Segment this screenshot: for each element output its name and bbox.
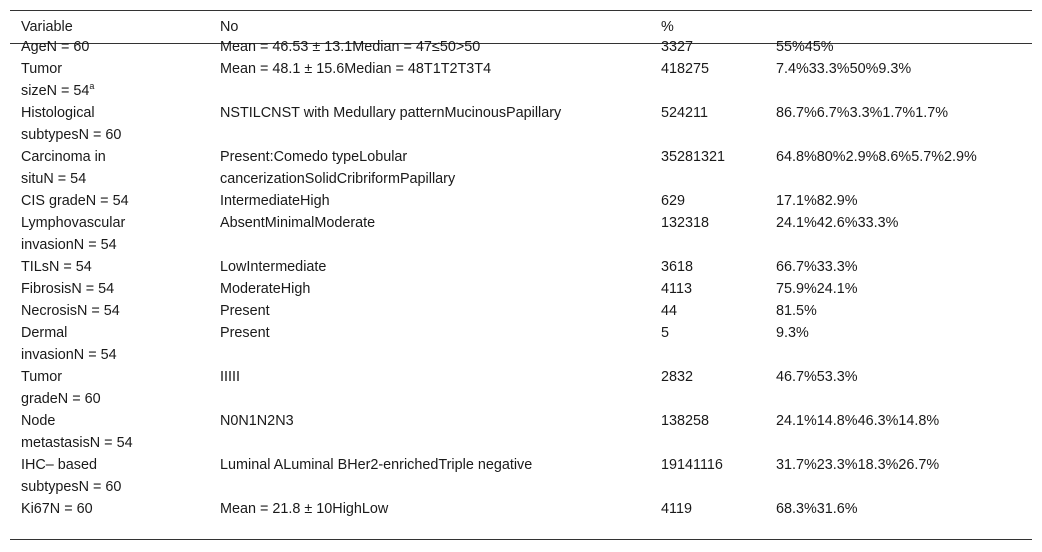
variable-cell: [21, 146, 206, 190]
header-no: No: [220, 19, 239, 35]
percent-cell: 68.3%31.6%: [776, 501, 858, 517]
description-cell: [220, 498, 660, 520]
table-bottom-rule: [10, 539, 1032, 540]
variable-cell-line: gradeN = 60: [21, 391, 101, 407]
variable-cell: [21, 322, 206, 366]
variable-cell-line: TILsN = 54: [21, 259, 92, 275]
description-cell-line: LowIntermediate: [220, 259, 327, 275]
percent-cell: 64.8%80%2.9%8.6%5.7%2.9%: [776, 149, 977, 165]
description-cell-line: Luminal ALuminal BHer2-enrichedTriple negative: [220, 457, 533, 473]
description-cell: [220, 36, 660, 58]
percent-cell: 86.7%6.7%3.3%1.7%1.7%: [776, 105, 949, 121]
variable-cell-line: NecrosisN = 54: [21, 303, 120, 319]
description-cell: [220, 454, 660, 476]
description-cell: [220, 300, 660, 322]
count-cell: 19141116: [661, 457, 723, 473]
count-cell: 4113: [661, 281, 692, 297]
variable-cell-line: invasionN = 54: [21, 347, 117, 363]
description-cell: [220, 102, 660, 124]
count-cell: 138258: [661, 413, 710, 429]
variable-cell-line: Node: [21, 413, 56, 429]
description-cell-line: ModerateHigh: [220, 281, 311, 297]
description-cell-line: Mean = 48.1 ± 15.6Median = 48T1T2T3T4: [220, 61, 492, 77]
variable-cell: [21, 278, 206, 300]
percent-cell: 81.5%: [776, 303, 817, 319]
description-cell-line: N0N1N2N3: [220, 413, 294, 429]
description-cell: [220, 366, 660, 388]
percent-cell: 7.4%33.3%50%9.3%: [776, 61, 912, 77]
percent-cell: 24.1%42.6%33.3%: [776, 215, 899, 231]
percent-cell: 17.1%82.9%: [776, 193, 858, 209]
variable-cell: [21, 454, 206, 498]
percent-cell: 55%45%: [776, 39, 834, 55]
description-cell-line: cancerizationSolidCribriformPapillary: [220, 171, 456, 187]
variable-cell-line: metastasisN = 54: [21, 435, 133, 451]
count-cell: 2832: [661, 369, 694, 385]
table-top-rule: [10, 10, 1032, 11]
variable-cell-line: IHC– based: [21, 457, 97, 473]
description-cell: [220, 190, 660, 212]
description-cell-line: Present:Comedo typeLobular: [220, 149, 408, 165]
variable-cell: [21, 190, 206, 212]
variable-cell: [21, 212, 206, 256]
variable-cell-line: Tumor: [21, 61, 63, 77]
description-cell: [220, 256, 660, 278]
description-cell: [220, 322, 660, 344]
count-cell: 132318: [661, 215, 710, 231]
percent-cell: 9.3%: [776, 325, 809, 341]
description-cell: [220, 212, 660, 234]
variable-cell-line: AgeN = 60: [21, 39, 90, 55]
header-percent: %: [661, 19, 674, 35]
variable-cell: [21, 58, 206, 102]
variable-cell-line: subtypesN = 60: [21, 127, 122, 143]
count-cell: 524211: [661, 105, 708, 121]
variable-cell-line: situN = 54: [21, 171, 87, 187]
description-cell: [220, 146, 660, 190]
description-cell: [220, 278, 660, 300]
count-cell: 3327: [661, 39, 694, 55]
variable-cell-line: sizeN = 54: [21, 83, 90, 99]
count-cell: 418275: [661, 61, 710, 77]
count-cell: 4119: [661, 501, 692, 517]
count-cell: 629: [661, 193, 686, 209]
percent-cell: 75.9%24.1%: [776, 281, 858, 297]
count-cell: 5: [661, 325, 670, 341]
variable-cell: [21, 366, 206, 410]
description-cell-line: IIIII: [220, 369, 240, 385]
description-cell-line: Mean = 21.8 ± 10HighLow: [220, 501, 389, 517]
variable-cell: [21, 300, 206, 322]
variable-cell-line: Carcinoma in: [21, 149, 106, 165]
variable-cell-line: invasionN = 54: [21, 237, 117, 253]
variable-cell: [21, 36, 206, 58]
variable-cell: [21, 102, 206, 146]
count-cell: 35281321: [661, 149, 726, 165]
description-cell-line: IntermediateHigh: [220, 193, 330, 209]
description-cell-line: Present: [220, 303, 270, 319]
count-cell: 3618: [661, 259, 694, 275]
header-variable: Variable: [21, 19, 73, 35]
percent-cell: 31.7%23.3%18.3%26.7%: [776, 457, 940, 473]
percent-cell: 66.7%33.3%: [776, 259, 858, 275]
variable-cell: [21, 498, 206, 520]
percent-cell: 24.1%14.8%46.3%14.8%: [776, 413, 940, 429]
description-cell: [220, 410, 660, 432]
variable-cell-line: CIS gradeN = 54: [21, 193, 129, 209]
variable-cell: [21, 256, 206, 278]
variable-cell-line: Ki67N = 60: [21, 501, 93, 517]
variable-cell-line: Dermal: [21, 325, 68, 341]
percent-cell: 46.7%53.3%: [776, 369, 858, 385]
description-cell-line: NSTILCNST with Medullary patternMucinousPapillary: [220, 105, 562, 121]
footnote-marker: a: [89, 81, 95, 91]
description-cell: [220, 58, 660, 80]
variable-cell-line: FibrosisN = 54: [21, 281, 115, 297]
variable-cell-line: Histological: [21, 105, 95, 121]
variable-cell-line: Lymphovascular: [21, 215, 126, 231]
variable-cell: [21, 410, 206, 454]
variable-cell-line: subtypesN = 60: [21, 479, 122, 495]
description-cell-line: AbsentMinimalModerate: [220, 215, 376, 231]
description-cell-line: Mean = 46.53 ± 13.1Median = 47≤50>50: [220, 39, 481, 55]
description-cell-line: Present: [220, 325, 270, 341]
count-cell: 44: [661, 303, 678, 319]
variable-cell-line: Tumor: [21, 369, 63, 385]
